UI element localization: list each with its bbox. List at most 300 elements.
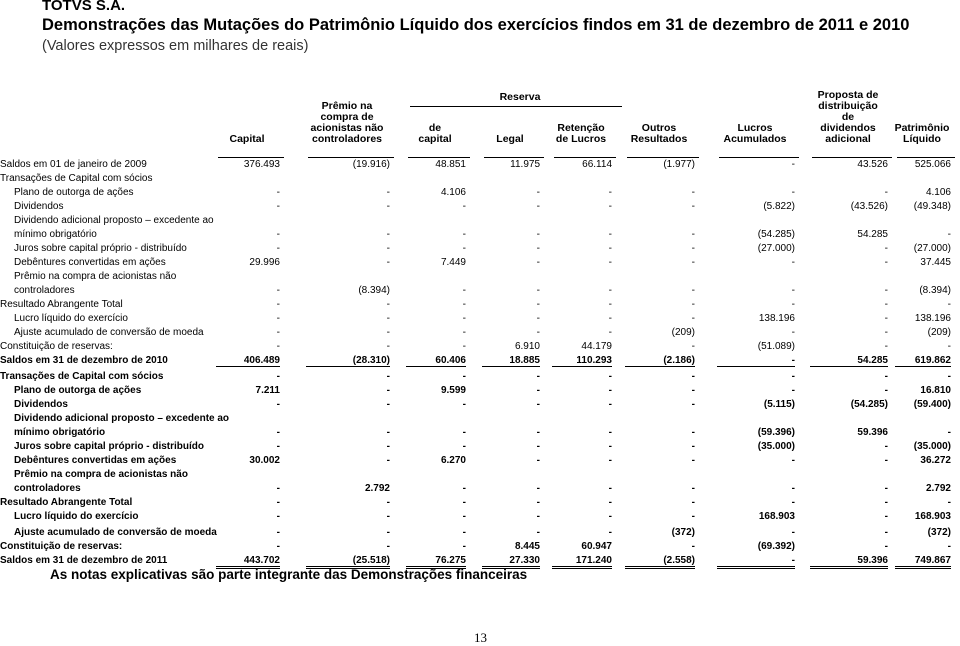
table-cell: -	[536, 201, 540, 212]
table-cell: -	[884, 527, 888, 538]
table-row	[0, 496, 960, 510]
table-cell: 9.599	[440, 385, 466, 396]
table-cell: (27.000)	[913, 243, 951, 254]
column-header	[300, 101, 394, 145]
row-label: Lucro líquido do exercício	[14, 313, 128, 324]
row-label: Transações de Capital com sócios	[0, 173, 153, 184]
table-cell: 66.114	[582, 159, 612, 170]
table-cell: -	[462, 399, 466, 410]
table-cell: 76.275	[406, 555, 466, 569]
table-cell: -	[386, 511, 390, 522]
table-cell: -	[276, 427, 280, 438]
table-cell: -	[947, 427, 951, 438]
column-header-line: controladores	[311, 133, 382, 145]
table-cell: (209)	[927, 327, 951, 338]
table-cell: (2.186)	[625, 355, 695, 367]
table-cell: -	[276, 187, 280, 198]
table-cell: -	[276, 399, 280, 410]
table-cell: -	[536, 285, 540, 296]
column-header-line: distribuição	[818, 100, 878, 112]
table-cell: -	[386, 257, 390, 268]
row-label: controladores	[14, 483, 81, 494]
table-cell: -	[536, 327, 540, 338]
table-cell: 376.493	[243, 159, 280, 170]
table-cell: -	[536, 371, 540, 382]
table-row	[0, 186, 960, 200]
table-cell: -	[608, 229, 612, 240]
row-label: Saldos em 31 de dezembro de 2010	[0, 355, 168, 366]
table-cell: -	[691, 371, 695, 382]
column-header-line: de Lucros	[555, 133, 607, 145]
table-cell: -	[717, 355, 795, 367]
table-cell: -	[691, 455, 695, 466]
table-row	[0, 412, 960, 426]
table-row	[0, 326, 960, 340]
table-cell: -	[386, 229, 390, 240]
column-group-line	[410, 106, 622, 107]
table-cell: -	[691, 385, 695, 396]
table-cell: 48.851	[435, 159, 466, 170]
table-row	[0, 214, 960, 228]
row-label: Plano de outorga de ações	[14, 187, 134, 198]
table-cell: -	[536, 385, 540, 396]
table-cell: (59.396)	[757, 427, 795, 438]
column-header-line: acionistas não	[310, 122, 384, 134]
table-cell: 2.792	[364, 483, 390, 494]
table-cell: 138.196	[914, 313, 951, 324]
table-cell: -	[691, 497, 695, 508]
table-cell: -	[791, 327, 795, 338]
table-cell: -	[608, 511, 612, 522]
table-cell: 4.106	[925, 187, 951, 198]
table-cell: -	[884, 441, 888, 452]
table-cell: -	[608, 427, 612, 438]
table-cell: -	[276, 511, 280, 522]
table-cell: -	[276, 327, 280, 338]
table-cell: -	[462, 371, 466, 382]
table-cell: -	[608, 285, 612, 296]
table-cell: (59.400)	[913, 399, 951, 410]
table-cell: 16.810	[920, 385, 951, 396]
table-cell: 6.910	[514, 341, 540, 352]
row-label: Resultado Abrangente Total	[0, 299, 123, 310]
table-cell: -	[608, 385, 612, 396]
table-cell: -	[884, 327, 888, 338]
row-label: Juros sobre capital próprio - distribuído	[14, 243, 187, 254]
table-cell: -	[386, 455, 390, 466]
table-cell: -	[386, 243, 390, 254]
table-cell: -	[386, 385, 390, 396]
table-cell: (19.916)	[352, 159, 390, 170]
row-label: controladores	[14, 285, 75, 296]
table-row	[0, 228, 960, 242]
table-cell: (51.089)	[757, 341, 795, 352]
table-cell: -	[276, 527, 280, 538]
table-cell: -	[884, 371, 888, 382]
table-cell: -	[608, 441, 612, 452]
table-cell: (2.558)	[625, 555, 695, 569]
table-cell: (49.348)	[913, 201, 951, 212]
table-cell: -	[791, 187, 795, 198]
row-label: Ajuste acumulado de conversão de moeda	[14, 527, 217, 538]
table-row	[0, 540, 960, 554]
table-cell: -	[691, 201, 695, 212]
table-row	[0, 426, 960, 440]
table-cell: -	[884, 243, 888, 254]
page-title: Demonstrações das Mutações do Patrimônio Líquido dos exercícios findos em 31 de dezembro de 2011 e 2010	[42, 16, 910, 34]
table-cell: -	[691, 257, 695, 268]
table-cell: -	[462, 243, 466, 254]
table-cell: -	[536, 257, 540, 268]
table-cell: -	[691, 441, 695, 452]
table-cell: -	[791, 371, 795, 382]
table-cell: 171.240	[552, 555, 612, 569]
table-cell: -	[884, 187, 888, 198]
table-cell: -	[536, 455, 540, 466]
table-cell: 525.066	[914, 159, 951, 170]
row-label: Constituição de reservas:	[0, 541, 123, 552]
table-cell: (8.394)	[358, 285, 390, 296]
table-cell: 4.106	[440, 187, 466, 198]
row-label: Prêmio na compra de acionistas não	[14, 271, 177, 282]
table-cell: 59.396	[857, 427, 888, 438]
table-cell: -	[791, 497, 795, 508]
column-header	[619, 123, 699, 145]
table-cell: -	[536, 441, 540, 452]
table-cell: -	[276, 341, 280, 352]
table-cell: 6.270	[440, 455, 466, 466]
column-header-line: Proposta de	[817, 89, 879, 101]
table-cell: -	[691, 541, 695, 552]
table-cell: -	[608, 483, 612, 494]
table-row	[0, 398, 960, 412]
table-cell: -	[691, 427, 695, 438]
column-header	[711, 123, 799, 145]
table-cell: -	[386, 313, 390, 324]
row-label: Dividendo adicional proposto – excedente ao	[14, 413, 230, 424]
table-cell: -	[608, 497, 612, 508]
row-label: mínimo obrigatório	[14, 427, 106, 438]
table-cell: (25.518)	[306, 555, 390, 569]
table-cell: -	[791, 455, 795, 466]
table-row	[0, 242, 960, 256]
column-header	[210, 134, 284, 145]
table-cell: -	[947, 541, 951, 552]
table-cell: -	[536, 243, 540, 254]
table-cell: -	[691, 299, 695, 310]
table-row	[0, 200, 960, 214]
page-subtitle: (Valores expressos em milhares de reais)	[42, 38, 309, 54]
table-cell: -	[884, 497, 888, 508]
table-cell: -	[462, 527, 466, 538]
table-cell: -	[386, 341, 390, 352]
table-cell: -	[884, 385, 888, 396]
row-label: Prêmio na compra de acionistas não	[14, 469, 188, 480]
table-cell: -	[536, 299, 540, 310]
table-cell: -	[884, 341, 888, 352]
table-cell: -	[386, 299, 390, 310]
table-cell: -	[791, 257, 795, 268]
table-cell: -	[276, 497, 280, 508]
column-header-line: compra de	[320, 111, 374, 123]
table-cell: 60.947	[581, 541, 612, 552]
column-header-line: adicional	[825, 133, 871, 145]
table-row	[0, 370, 960, 384]
table-cell: -	[791, 285, 795, 296]
table-cell: -	[462, 441, 466, 452]
column-header-line: Capital	[229, 133, 265, 145]
column-header-line: capital	[418, 133, 452, 145]
table-cell: 749.867	[895, 555, 951, 569]
table-cell: -	[691, 511, 695, 522]
table-cell: -	[691, 285, 695, 296]
row-label: Constituição de reservas:	[0, 341, 113, 352]
table-cell: -	[791, 159, 795, 170]
table-cell: -	[536, 483, 540, 494]
column-group-header: Reserva	[499, 91, 541, 103]
table-row	[0, 384, 960, 398]
column-header-line: Lucros	[737, 122, 773, 134]
row-label: Dividendos	[14, 201, 64, 212]
table-row	[0, 298, 960, 312]
column-header	[476, 134, 544, 145]
page-number: 13	[474, 630, 487, 645]
table-cell: -	[691, 187, 695, 198]
table-row	[0, 256, 960, 270]
table-cell: -	[608, 527, 612, 538]
table-row	[0, 172, 960, 186]
table-cell: 619.862	[895, 355, 951, 367]
table-cell: 7.211	[255, 385, 280, 396]
table-cell: -	[462, 341, 466, 352]
table-cell: -	[947, 341, 951, 352]
company-name: TOTVS S.A.	[42, 0, 126, 14]
table-cell: -	[691, 229, 695, 240]
table-cell: 443.702	[216, 555, 280, 569]
table-cell: -	[276, 541, 280, 552]
table-cell: -	[884, 511, 888, 522]
row-label: Debêntures convertidas em ações	[14, 455, 177, 466]
table-cell: -	[386, 427, 390, 438]
column-header-line: Outros	[641, 122, 677, 134]
table-cell: -	[717, 555, 795, 569]
table-cell: 406.489	[216, 355, 280, 367]
table-cell: -	[791, 527, 795, 538]
footer-note: As notas explicativas são parte integrante das Demonstrações financeiras	[50, 567, 528, 582]
table-cell: (35.000)	[757, 441, 795, 452]
table-cell: -	[386, 187, 390, 198]
table-cell: -	[608, 201, 612, 212]
table-cell: (372)	[671, 527, 695, 538]
table-cell: (28.310)	[306, 355, 390, 367]
row-label: Plano de outorga de ações	[14, 385, 142, 396]
column-header-line: Acumulados	[723, 133, 787, 145]
table-cell: (209)	[671, 327, 695, 338]
table-cell: 36.272	[920, 455, 951, 466]
table-cell: -	[386, 399, 390, 410]
column-header-line: Resultados	[630, 133, 688, 145]
table-cell: -	[608, 399, 612, 410]
table-cell: (5.115)	[763, 399, 795, 410]
table-cell: -	[536, 497, 540, 508]
column-header-line: Retenção	[557, 122, 605, 134]
table-cell: 11.975	[510, 159, 540, 170]
table-cell: -	[536, 427, 540, 438]
table-row	[0, 554, 960, 568]
table-cell: -	[276, 229, 280, 240]
column-header	[889, 123, 955, 145]
column-header-line: Prêmio na	[321, 100, 373, 112]
table-cell: -	[462, 313, 466, 324]
table-cell: -	[536, 229, 540, 240]
table-cell: (372)	[927, 527, 951, 538]
table-cell: (54.285)	[850, 399, 888, 410]
table-cell: -	[691, 399, 695, 410]
table-cell: -	[947, 497, 951, 508]
table-cell: -	[947, 371, 951, 382]
table-row	[0, 482, 960, 496]
table-cell: -	[691, 341, 695, 352]
table-cell: -	[608, 455, 612, 466]
table-cell: -	[691, 483, 695, 494]
table-cell: -	[462, 229, 466, 240]
table-cell: -	[608, 187, 612, 198]
table-cell: 18.885	[482, 355, 540, 367]
table-cell: -	[608, 257, 612, 268]
table-cell: -	[462, 511, 466, 522]
table-cell: 168.903	[758, 511, 795, 522]
table-row	[0, 270, 960, 284]
table-cell: -	[386, 371, 390, 382]
table-cell: -	[884, 455, 888, 466]
table-cell: -	[462, 201, 466, 212]
column-header-line: Legal	[496, 133, 524, 145]
table-cell: (1.977)	[663, 159, 695, 170]
row-label: Dividendos	[14, 399, 68, 410]
table-cell: -	[884, 313, 888, 324]
table-cell: -	[608, 243, 612, 254]
row-label: Debêntures convertidas em ações	[14, 257, 166, 268]
row-label: mínimo obrigatório	[14, 229, 97, 240]
column-header	[804, 90, 892, 145]
table-cell: 37.445	[920, 257, 951, 268]
table-row	[0, 440, 960, 454]
table-cell: (5.822)	[763, 201, 795, 212]
table-cell: (27.000)	[757, 243, 795, 254]
table-cell: -	[884, 483, 888, 494]
table-cell: -	[462, 497, 466, 508]
row-label: Transações de Capital com sócios	[0, 371, 164, 382]
table-cell: 60.406	[406, 355, 466, 367]
row-label: Resultado Abrangente Total	[0, 497, 133, 508]
table-cell: (43.526)	[850, 201, 888, 212]
table-cell: -	[386, 541, 390, 552]
table-cell: -	[947, 299, 951, 310]
table-row	[0, 312, 960, 326]
table-cell: -	[386, 327, 390, 338]
table-row	[0, 510, 960, 524]
table-cell: -	[536, 313, 540, 324]
table-cell: -	[386, 497, 390, 508]
table-cell: -	[536, 527, 540, 538]
column-header-line: Líquido	[903, 133, 941, 145]
table-cell: -	[536, 511, 540, 522]
table-cell: -	[947, 229, 951, 240]
column-header-line: de	[428, 122, 442, 134]
table-cell: 30.002	[249, 455, 280, 466]
row-label: Juros sobre capital próprio - distribuído	[14, 441, 205, 452]
table-cell: -	[276, 371, 280, 382]
table-cell: 110.293	[552, 355, 612, 367]
table-cell: -	[791, 299, 795, 310]
table-cell: 54.285	[857, 229, 888, 240]
table-cell: -	[608, 371, 612, 382]
table-cell: -	[691, 313, 695, 324]
table-cell: -	[386, 201, 390, 212]
table-row	[0, 158, 960, 172]
table-cell: -	[691, 243, 695, 254]
table-cell: -	[884, 299, 888, 310]
table-cell: -	[276, 313, 280, 324]
table-cell: 8.445	[514, 541, 540, 552]
table-row	[0, 340, 960, 354]
table-cell: 59.396	[810, 555, 888, 569]
table-cell: -	[276, 483, 280, 494]
table-cell: 168.903	[914, 511, 951, 522]
table-cell: -	[608, 299, 612, 310]
row-label: Ajuste acumulado de conversão de moeda	[14, 327, 204, 338]
table-cell: -	[276, 243, 280, 254]
table-cell: 43.526	[857, 159, 888, 170]
table-row	[0, 354, 960, 368]
table-cell: -	[462, 299, 466, 310]
table-cell: -	[462, 483, 466, 494]
row-label: Saldos em 01 de janeiro de 2009	[0, 159, 147, 170]
table-cell: 44.179	[581, 341, 612, 352]
table-cell: -	[884, 541, 888, 552]
table-cell: -	[791, 483, 795, 494]
table-cell: -	[462, 327, 466, 338]
column-header-line: Patrimônio	[894, 122, 950, 134]
table-cell: -	[536, 399, 540, 410]
row-label: Dividendo adicional proposto – excedente ao	[14, 215, 214, 226]
table-cell: (8.394)	[919, 285, 951, 296]
table-cell: -	[276, 441, 280, 452]
table-row	[0, 454, 960, 468]
table-cell: -	[884, 257, 888, 268]
table-cell: 138.196	[758, 313, 795, 324]
column-header	[546, 123, 616, 145]
table-cell: -	[386, 441, 390, 452]
table-cell: -	[462, 427, 466, 438]
table-cell: -	[884, 285, 888, 296]
table-row	[0, 468, 960, 482]
column-header	[400, 123, 470, 145]
table-cell: (54.285)	[757, 229, 795, 240]
table-cell: 29.996	[249, 257, 280, 268]
column-header-line: dividendos	[820, 122, 876, 134]
table-cell: -	[791, 385, 795, 396]
table-row	[0, 284, 960, 298]
table-cell: -	[462, 541, 466, 552]
table-cell: 54.285	[810, 355, 888, 367]
table-cell: (35.000)	[913, 441, 951, 452]
table-cell: -	[276, 299, 280, 310]
table-cell: 27.330	[482, 555, 540, 569]
table-cell: -	[608, 313, 612, 324]
table-cell: -	[276, 285, 280, 296]
table-cell: -	[536, 187, 540, 198]
